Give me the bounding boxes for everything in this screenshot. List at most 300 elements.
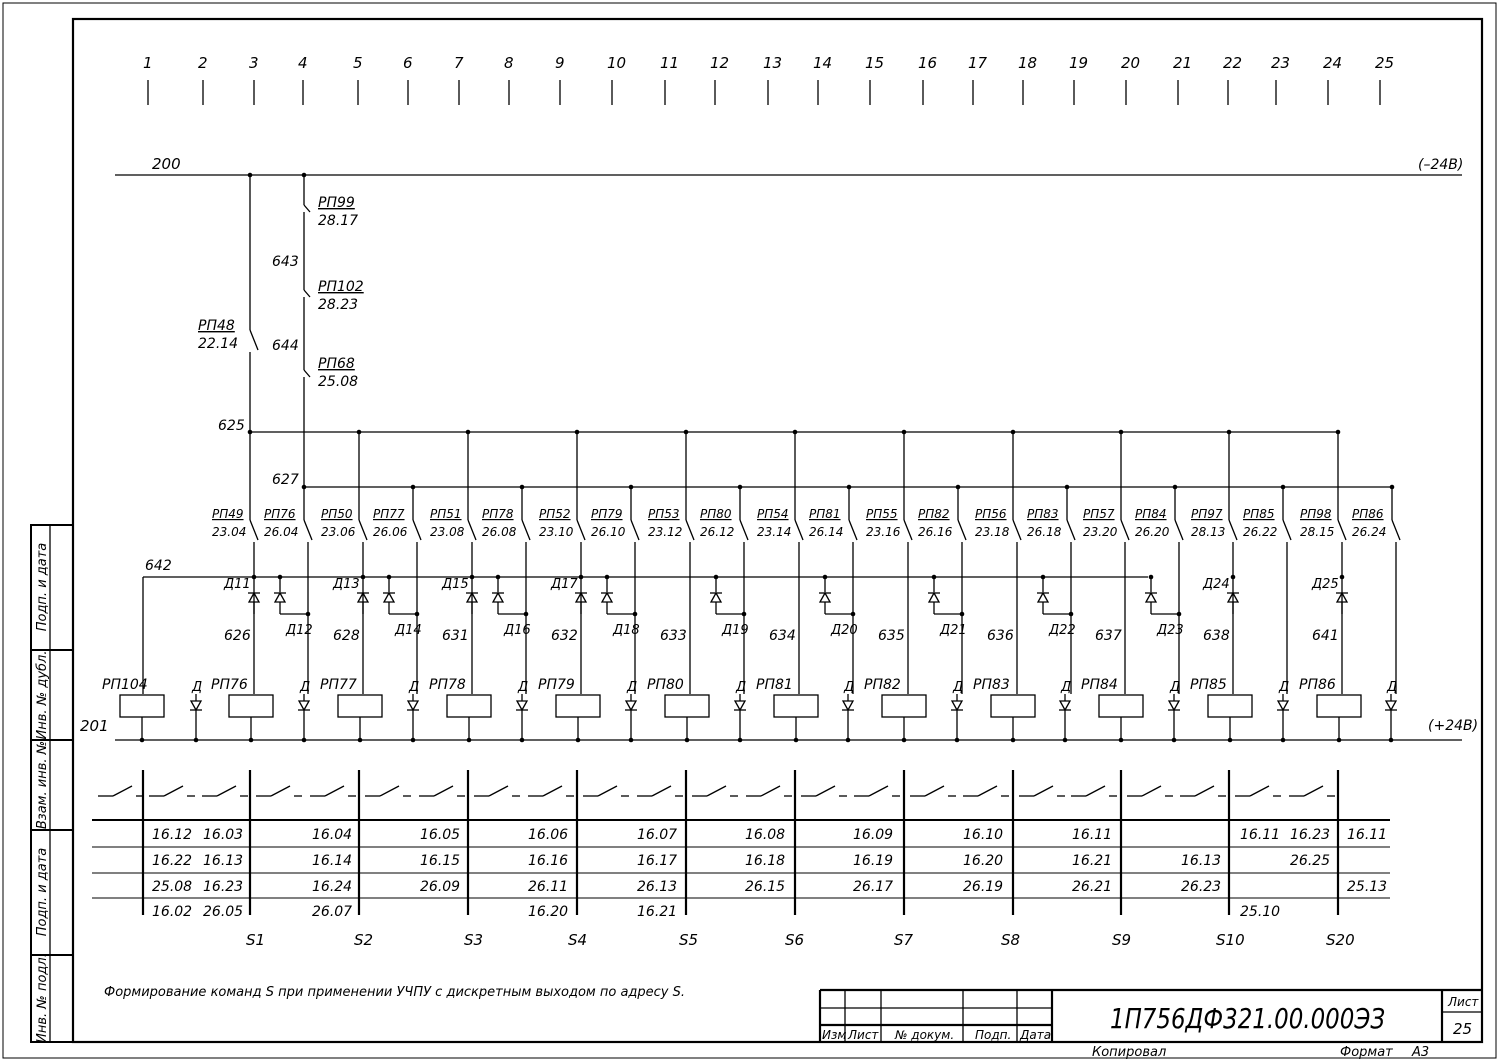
junction-dot (415, 612, 420, 617)
table-cell: 16.11 (1240, 827, 1281, 843)
diode-label: Д (627, 680, 638, 695)
output-label: S8 (1001, 931, 1021, 949)
contact-switch (958, 520, 966, 540)
bus-200-voltage: (–24В) (1418, 157, 1464, 173)
table-cell: 16.20 (528, 904, 569, 920)
contact-ref: 23.04 (212, 525, 247, 539)
contact-label: РП98 (1300, 507, 1332, 521)
junction-dot (1281, 738, 1286, 743)
contact-label: РП86 (1352, 507, 1384, 521)
contact-switch (1338, 520, 1346, 540)
contact-label: РП78 (482, 507, 514, 521)
table-cell: 16.14 (312, 853, 353, 869)
relay-label: РП80 (647, 677, 684, 693)
table-cell: 16.02 (152, 904, 193, 920)
column-number: 11 (660, 54, 680, 72)
table-cell: 25.08 (152, 879, 193, 895)
diode-symbol (626, 701, 636, 710)
contact-ref: 26.24 (1352, 525, 1387, 539)
node-label: 642 (145, 558, 172, 574)
table-cell: 16.16 (528, 853, 569, 869)
junction-dot (576, 738, 581, 743)
contact-label: РП68 (318, 356, 355, 372)
contact-switch (250, 520, 258, 540)
junction-dot (1177, 612, 1182, 617)
junction-dot (1231, 575, 1236, 580)
relay-coil (774, 695, 818, 717)
output-label: S5 (679, 931, 699, 949)
diode-label: Д (518, 680, 529, 695)
junction-dot (685, 738, 690, 743)
diode-label: Д (192, 680, 203, 695)
junction-dot (467, 738, 472, 743)
junction-dot (520, 738, 525, 743)
command-table (92, 770, 1390, 949)
relay-label: РП76 (211, 677, 248, 693)
table-cell: 26.23 (1181, 879, 1222, 895)
contact-ref: 26.04 (264, 525, 299, 539)
contact-switch (1392, 520, 1400, 540)
column-numbers (143, 54, 1394, 105)
diode-symbol (493, 593, 503, 602)
diode-label: Д21 (940, 623, 967, 638)
table-cell: 16.10 (963, 827, 1004, 843)
table-cell: 16.05 (420, 827, 461, 843)
junction-dot (524, 612, 529, 617)
switch-symbol (1034, 786, 1053, 796)
diode-symbol (1038, 593, 1048, 602)
diode-label: Д23 (1157, 623, 1184, 638)
switch-symbol (1142, 786, 1161, 796)
output-label: S2 (354, 931, 374, 949)
diode-symbol (711, 593, 721, 602)
column-number: 21 (1173, 54, 1193, 72)
table-cell: 26.09 (420, 879, 461, 895)
contact-label: РП97 (1191, 507, 1223, 521)
contact-switch (522, 520, 530, 540)
contact-ref: 28.23 (318, 297, 359, 313)
relay-coil (665, 695, 709, 717)
junction-dot (846, 738, 851, 743)
side-stamp-label: Инв. № подл. (35, 953, 50, 1043)
contact-label: РП52 (539, 507, 571, 521)
relay-label: РП86 (1299, 677, 1336, 693)
relay-coil (1099, 695, 1143, 717)
table-cell: 16.17 (637, 853, 678, 869)
contact-ref: 26.16 (918, 525, 953, 539)
contact-switch (468, 520, 476, 540)
output-label: S1 (246, 931, 266, 949)
column-number: 9 (555, 54, 565, 72)
contact-switch (740, 520, 748, 540)
diode-label: Д (300, 680, 311, 695)
contact-label: РП83 (1027, 507, 1059, 521)
column-number: 5 (353, 54, 363, 72)
table-cell: 16.13 (1181, 853, 1222, 869)
relay-coil (1317, 695, 1361, 717)
contact-ref: 26.08 (482, 525, 517, 539)
contact-label: РП99 (318, 195, 355, 211)
diode-label: Д (1279, 680, 1290, 695)
diode-symbol (602, 593, 612, 602)
column-number: 25 (1375, 54, 1395, 72)
contact-switch (577, 520, 585, 540)
contact-label: РП51 (430, 507, 462, 521)
contact-label: РП82 (918, 507, 950, 521)
title-header: Изм (822, 1028, 847, 1042)
contact-ref: 26.12 (700, 525, 735, 539)
table-cell: 16.11 (1347, 827, 1388, 843)
table-cell: 16.23 (1290, 827, 1331, 843)
copied-label: Копировал (1092, 1045, 1167, 1060)
contact-switch (304, 520, 312, 540)
table-cell: 25.13 (1347, 879, 1388, 895)
wire-label: 634 (769, 628, 796, 644)
sheet-number: 25 (1453, 1020, 1473, 1038)
contact-ref: 26.14 (809, 525, 844, 539)
column-number: 19 (1069, 54, 1089, 72)
junction-dot (1069, 612, 1074, 617)
junction-dot (633, 612, 638, 617)
contact-ref: 25.08 (318, 374, 359, 390)
column-number: 17 (968, 54, 988, 72)
junction-dot (1119, 738, 1124, 743)
junction-dot (361, 575, 366, 580)
node-label: 644 (272, 338, 299, 354)
title-header: № докум. (895, 1028, 955, 1042)
table-cell: 26.13 (637, 879, 678, 895)
column-number: 6 (403, 54, 413, 72)
table-cell: 16.21 (637, 904, 678, 920)
junction-dot (960, 612, 965, 617)
title-header: Подп. (975, 1028, 1012, 1042)
junction-dot (1340, 575, 1345, 580)
diode-label: Д (844, 680, 855, 695)
switch-symbol (652, 786, 671, 796)
contact-switch (359, 520, 367, 540)
switch-symbol (1304, 786, 1323, 796)
contact-label: РП85 (1243, 507, 1275, 521)
contact-label: РП84 (1135, 507, 1167, 521)
format-value: А3 (1412, 1045, 1430, 1060)
contact-label: РП54 (757, 507, 789, 521)
contact-ref: 28.17 (318, 213, 359, 229)
diode-label: Д (1061, 680, 1072, 695)
diode-label: Д24 (1203, 577, 1230, 592)
junction-dot (1228, 738, 1233, 743)
relay-label: РП84 (1081, 677, 1118, 693)
contact-label: РП49 (212, 507, 244, 521)
contact-ref: 26.06 (373, 525, 408, 539)
contact-ref: 26.20 (1135, 525, 1170, 539)
table-cell: 16.08 (745, 827, 786, 843)
diode-label: Д15 (442, 577, 469, 592)
format-label: Формат (1340, 1045, 1393, 1060)
diode-label: Д18 (613, 623, 640, 638)
junction-dot (411, 738, 416, 743)
wire-label: 635 (878, 628, 905, 644)
table-cell: 16.04 (312, 827, 353, 843)
table-cell: 16.03 (203, 827, 244, 843)
junction-dot (470, 575, 475, 580)
junction-dot (738, 738, 743, 743)
table-cell: 26.15 (745, 879, 786, 895)
junction-dot (194, 738, 199, 743)
switch-symbol (1250, 786, 1269, 796)
table-cell: 16.23 (203, 879, 244, 895)
diode-label: Д (409, 680, 420, 695)
switch-symbol (869, 786, 888, 796)
table-cell: 16.13 (203, 853, 244, 869)
column-number: 8 (504, 54, 514, 72)
junction-dot (302, 738, 307, 743)
contact-label: РП80 (700, 507, 732, 521)
relay-coil (120, 695, 164, 717)
table-cell: 16.21 (1072, 853, 1113, 869)
contact-ref: 26.10 (591, 525, 626, 539)
diode-label: Д16 (504, 623, 531, 638)
diode-symbol (408, 701, 418, 710)
column-number: 2 (198, 54, 208, 72)
contact-ref: 22.14 (198, 336, 239, 352)
output-label: S20 (1326, 931, 1355, 949)
contact-label: РП56 (975, 507, 1007, 521)
table-cell: 26.21 (1072, 879, 1113, 895)
contact-ref: 23.16 (866, 525, 901, 539)
column-number: 24 (1323, 54, 1343, 72)
output-label: S4 (568, 931, 588, 949)
switch-symbol (1086, 786, 1105, 796)
document-number: 1П756ДФ321.00.000ЭЗ (1110, 1002, 1386, 1035)
drawing-caption: Формирование команд S при применении УЧПУ с дискретным выходом по адресу S. (104, 985, 686, 1000)
relay-coil (556, 695, 600, 717)
junction-dot (358, 738, 363, 743)
junction-dot (902, 738, 907, 743)
output-label: S3 (464, 931, 484, 949)
contact-ref: 23.18 (975, 525, 1010, 539)
column-number: 1 (143, 54, 153, 72)
contact-label: РП79 (591, 507, 623, 521)
contact-switch (1121, 520, 1129, 540)
diode-label: Д11 (224, 577, 251, 592)
contact-switch (1283, 520, 1291, 540)
table-cell: 16.06 (528, 827, 569, 843)
node-label: 625 (218, 418, 245, 434)
contact-ref: 23.10 (539, 525, 574, 539)
switch-symbol (217, 786, 236, 796)
diode-symbol (1278, 701, 1288, 710)
contact-switch (849, 520, 857, 540)
node-label: 627 (272, 472, 299, 488)
wire-label: 637 (1095, 628, 1122, 644)
title-header: Дата (1020, 1028, 1052, 1042)
column-number: 10 (607, 54, 627, 72)
wire-label: 638 (1203, 628, 1230, 644)
junction-dot (1389, 738, 1394, 743)
junction-dot (794, 738, 799, 743)
switch-symbol (380, 786, 399, 796)
wire-label: 626 (224, 628, 251, 644)
junction-dot (1172, 738, 1177, 743)
contact-ref: 23.06 (321, 525, 356, 539)
diode-symbol (843, 701, 853, 710)
title-block (820, 990, 1482, 1060)
contact-ref: 23.14 (757, 525, 792, 539)
sheet-label: Лист (1448, 995, 1479, 1009)
contact-ref: 28.15 (1300, 525, 1335, 539)
wire-label: 631 (442, 628, 469, 644)
table-cell: 26.07 (312, 904, 353, 920)
relay-label: РП83 (973, 677, 1010, 693)
diode-label: Д (736, 680, 747, 695)
bus-201-voltage: (+24В) (1428, 718, 1479, 734)
table-cell: 16.22 (152, 853, 193, 869)
output-label: S6 (785, 931, 805, 949)
wire-label: 632 (551, 628, 578, 644)
junction-dot (742, 612, 747, 617)
column-number: 12 (710, 54, 730, 72)
side-stamp (31, 525, 73, 1043)
contact-switch (686, 520, 694, 540)
junction-dot (851, 612, 856, 617)
table-cell: 25.10 (1240, 904, 1281, 920)
contact-label: РП53 (648, 507, 680, 521)
switch-symbol (543, 786, 562, 796)
title-header: Лист (848, 1028, 879, 1042)
table-cell: 26.25 (1290, 853, 1331, 869)
column-number: 4 (298, 54, 308, 72)
switch-symbol (489, 786, 508, 796)
junction-dot (1011, 738, 1016, 743)
side-stamp-label: Подп. и дата (35, 847, 50, 937)
relay-label: РП82 (864, 677, 901, 693)
diode-symbol (299, 701, 309, 710)
column-number: 16 (918, 54, 938, 72)
column-number: 14 (813, 54, 833, 72)
table-cell: 26.17 (853, 879, 894, 895)
contact-switch (795, 520, 803, 540)
diode-symbol (1060, 701, 1070, 710)
junction-dot (249, 738, 254, 743)
side-stamp-label: Взам. инв. № (35, 740, 50, 830)
column-number: 22 (1223, 54, 1243, 72)
switch-symbol (978, 786, 997, 796)
column-number: 15 (865, 54, 885, 72)
diode-label: Д25 (1312, 577, 1339, 592)
column-number: 3 (249, 54, 259, 72)
wire-label: 628 (333, 628, 360, 644)
column-number: 20 (1121, 54, 1141, 72)
contact-label: РП50 (321, 507, 353, 521)
output-label: S10 (1216, 931, 1245, 949)
table-cell: 16.09 (853, 827, 894, 843)
wire-label: 641 (1312, 628, 1339, 644)
junction-dot (579, 575, 584, 580)
switch-symbol (164, 786, 183, 796)
switch-symbol (1195, 786, 1214, 796)
switch-symbol (598, 786, 617, 796)
diode-label: Д20 (831, 623, 858, 638)
table-cell: 26.05 (203, 904, 244, 920)
column-number: 23 (1271, 54, 1291, 72)
table-cell: 16.19 (853, 853, 894, 869)
relay-coil (229, 695, 273, 717)
column-number: 13 (763, 54, 783, 72)
relay-label: РП79 (538, 677, 575, 693)
relay-coil (1208, 695, 1252, 717)
table-cell: 16.15 (420, 853, 461, 869)
output-label: S7 (894, 931, 914, 949)
diode-label: Д (1170, 680, 1181, 695)
side-stamp-label: Инв. № дубл. (35, 650, 50, 740)
wire-label: 633 (660, 628, 687, 644)
diode-label: Д12 (286, 623, 313, 638)
junction-dot (252, 575, 257, 580)
junction-dot (629, 738, 634, 743)
table-cell: 26.19 (963, 879, 1004, 895)
relay-label: РП78 (429, 677, 466, 693)
diode-label: Д22 (1049, 623, 1076, 638)
diode-symbol (735, 701, 745, 710)
table-cell: 16.24 (312, 879, 353, 895)
contact-label: РП77 (373, 507, 405, 521)
switch-symbol (761, 786, 780, 796)
relay-coil (882, 695, 926, 717)
diode-label: Д (953, 680, 964, 695)
junction-dot (140, 738, 145, 743)
contact-switch (631, 520, 639, 540)
junction-dot (1337, 738, 1342, 743)
contact-ref: 23.20 (1083, 525, 1118, 539)
junction-dot (955, 738, 960, 743)
diode-label: Д14 (395, 623, 422, 638)
switch-symbol (113, 786, 132, 796)
contact-ref: 23.08 (430, 525, 465, 539)
relay-coil (447, 695, 491, 717)
node-label: 643 (272, 254, 299, 270)
switch-symbol (271, 786, 290, 796)
junction-dot (1063, 738, 1068, 743)
diode-symbol (191, 701, 201, 710)
contact-switch (1013, 520, 1021, 540)
wire-label: 636 (987, 628, 1014, 644)
relay-label: РП77 (320, 677, 357, 693)
diode-symbol (929, 593, 939, 602)
relay-label: РП104 (102, 677, 148, 693)
diode-label: Д19 (722, 623, 749, 638)
contact-ref: 26.18 (1027, 525, 1062, 539)
table-cell: 16.12 (152, 827, 193, 843)
table-cell: 26.11 (528, 879, 569, 895)
contact-label: РП76 (264, 507, 296, 521)
table-cell: 16.20 (963, 853, 1004, 869)
contact-ref: 28.13 (1191, 525, 1226, 539)
bus-201-label: 201 (80, 717, 109, 735)
contact-switch (1067, 520, 1075, 540)
contact-switch (904, 520, 912, 540)
relay-label: РП81 (756, 677, 793, 693)
switch-symbol (434, 786, 453, 796)
contact-ref: 26.22 (1243, 525, 1278, 539)
switch-symbol (325, 786, 344, 796)
table-cell: 16.11 (1072, 827, 1113, 843)
relay-coil (991, 695, 1035, 717)
diode-label: Д17 (551, 577, 578, 592)
side-stamp-label: Подп. и дата (35, 542, 50, 632)
relay-coil (338, 695, 382, 717)
contact-label: РП57 (1083, 507, 1115, 521)
relay-label: РП85 (1190, 677, 1227, 693)
